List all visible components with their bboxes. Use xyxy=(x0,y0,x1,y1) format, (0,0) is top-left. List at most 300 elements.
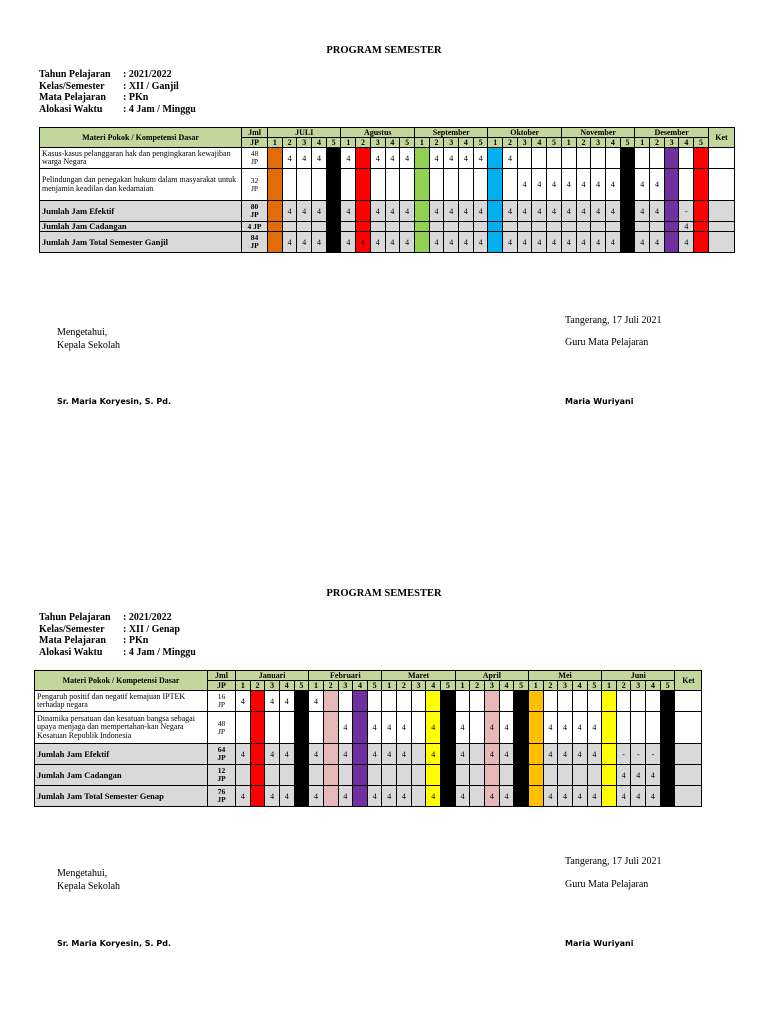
week-number: 5 xyxy=(514,681,529,691)
week-cell xyxy=(265,712,280,744)
week-cell xyxy=(616,712,631,744)
week-cell: 4 xyxy=(367,744,382,765)
week-cell: 4 xyxy=(547,232,562,253)
week-number: 5 xyxy=(326,138,341,148)
week-cell xyxy=(353,744,368,765)
week-cell xyxy=(470,765,485,786)
week-cell xyxy=(620,232,635,253)
week-cell xyxy=(341,169,356,201)
week-cell: 4 xyxy=(485,712,500,744)
week-cell xyxy=(400,169,415,201)
week-cell: 4 xyxy=(499,744,514,765)
week-cell xyxy=(441,712,456,744)
week-cell xyxy=(268,222,283,232)
table-row xyxy=(40,201,735,222)
week-cell xyxy=(294,786,309,807)
week-number: 5 xyxy=(660,681,675,691)
week-number: 4 xyxy=(679,138,694,148)
week-cell xyxy=(236,765,251,786)
week-cell: 4 xyxy=(385,148,400,169)
week-number: 3 xyxy=(370,138,385,148)
principal-name-ganjil: Sr. Maria Koryesin, S. Pd. xyxy=(57,397,171,406)
info-value: : 4 Jam / Minggu xyxy=(123,103,196,115)
month-header: November xyxy=(561,128,635,138)
principal-title: Kepala Sekolah xyxy=(57,339,121,351)
week-cell: 4 xyxy=(532,201,547,222)
jml-cell: 48 JP xyxy=(242,148,268,169)
week-number: 2 xyxy=(650,138,665,148)
month-header: Juni xyxy=(602,671,675,681)
week-cell: 4 xyxy=(635,232,650,253)
week-cell: 4 xyxy=(444,201,459,222)
week-cell: 4 xyxy=(631,786,646,807)
week-number: 3 xyxy=(517,138,532,148)
week-cell: 4 xyxy=(455,712,470,744)
week-cell xyxy=(470,712,485,744)
week-number: 4 xyxy=(499,681,514,691)
month-header: JULI xyxy=(268,128,341,138)
week-cell: 4 xyxy=(265,691,280,712)
week-cell xyxy=(426,691,441,712)
week-cell: 4 xyxy=(282,232,297,253)
week-number: 1 xyxy=(602,681,617,691)
week-cell xyxy=(312,222,327,232)
week-number: 4 xyxy=(605,138,620,148)
week-cell: 4 xyxy=(367,786,382,807)
week-number: 5 xyxy=(547,138,562,148)
week-cell xyxy=(382,765,397,786)
week-cell xyxy=(602,765,617,786)
week-cell xyxy=(470,744,485,765)
week-cell xyxy=(414,201,429,222)
week-number: 2 xyxy=(543,681,558,691)
info-value: : PKn xyxy=(123,635,149,646)
week-cell xyxy=(660,691,675,712)
week-cell xyxy=(694,148,709,169)
week-number: 2 xyxy=(503,138,518,148)
week-cell xyxy=(473,169,488,201)
week-cell: 4 xyxy=(370,232,385,253)
week-number: 4 xyxy=(572,681,587,691)
info-row xyxy=(39,624,196,636)
materi-cell: Jumlah Jam Cadangan xyxy=(35,765,208,786)
week-cell xyxy=(664,232,679,253)
materi-cell: Kasus-kasus pelanggaran hak dan pengingkaran kewajiban warga Negara xyxy=(40,148,242,169)
materi-cell: Pelindungan dan penegakan hukum dalam masyarakat untuk menjamin keadilan dan kedamaian xyxy=(40,169,242,201)
week-cell: 4 xyxy=(499,786,514,807)
week-cell xyxy=(602,744,617,765)
week-cell xyxy=(620,201,635,222)
week-cell: 4 xyxy=(341,232,356,253)
month-header: Januari xyxy=(236,671,309,681)
header-materi: Materi Pokok / Kompetensi Dasar xyxy=(40,128,242,148)
week-number: 3 xyxy=(411,681,426,691)
month-header: April xyxy=(455,671,528,681)
ket-cell xyxy=(708,148,734,169)
week-cell: 4 xyxy=(561,232,576,253)
info-block-ganjil xyxy=(39,69,196,115)
week-cell xyxy=(338,691,353,712)
acknowledge-line: Mengetahui, xyxy=(57,868,108,879)
week-cell: 4 xyxy=(587,786,602,807)
week-cell: 4 xyxy=(426,712,441,744)
week-cell xyxy=(429,222,444,232)
week-cell: - xyxy=(679,201,694,222)
materi-cell: Pengaruh positif dan negatif kemajuan IPTEK terhadap negara xyxy=(35,691,208,712)
ket-cell xyxy=(675,712,702,744)
month-header: Mei xyxy=(528,671,601,681)
week-cell: 4 xyxy=(459,201,474,222)
week-cell xyxy=(397,765,412,786)
week-number: 3 xyxy=(444,138,459,148)
week-number: 4 xyxy=(426,681,441,691)
materi-cell: Dinamika persatuan dan kesatuan bangsa sebagai upaya menjaga dan mempertahan-kan Negara Kesatuan Republik Indonesia xyxy=(35,712,208,744)
week-cell xyxy=(414,169,429,201)
week-cell xyxy=(620,148,635,169)
jml-cell: 32 JP xyxy=(242,169,268,201)
week-cell: 4 xyxy=(558,786,573,807)
week-cell xyxy=(646,712,661,744)
week-cell: 4 xyxy=(297,148,312,169)
week-cell: 4 xyxy=(400,232,415,253)
week-cell xyxy=(323,765,338,786)
week-number: 3 xyxy=(664,138,679,148)
week-cell xyxy=(558,691,573,712)
week-cell xyxy=(250,786,265,807)
week-cell: 4 xyxy=(547,169,562,201)
week-cell xyxy=(236,712,251,744)
info-row xyxy=(39,69,196,81)
week-cell: 4 xyxy=(385,201,400,222)
week-cell: 4 xyxy=(543,744,558,765)
week-cell xyxy=(664,201,679,222)
week-cell: 4 xyxy=(572,786,587,807)
week-cell xyxy=(400,222,415,232)
header-materi: Materi Pokok / Kompetensi Dasar xyxy=(35,671,208,691)
week-cell: 4 xyxy=(646,765,661,786)
week-number: 2 xyxy=(429,138,444,148)
week-cell xyxy=(517,222,532,232)
week-cell xyxy=(635,222,650,232)
week-cell xyxy=(294,691,309,712)
week-cell: 4 xyxy=(473,232,488,253)
week-cell: 4 xyxy=(309,786,324,807)
week-cell: 4 xyxy=(312,201,327,222)
week-number: 2 xyxy=(250,681,265,691)
week-cell xyxy=(385,169,400,201)
week-cell xyxy=(279,712,294,744)
week-number: 1 xyxy=(488,138,503,148)
week-cell: 4 xyxy=(473,201,488,222)
week-cell: 4 xyxy=(650,201,665,222)
info-value: : PKn xyxy=(123,92,149,103)
week-cell xyxy=(488,222,503,232)
week-cell xyxy=(309,765,324,786)
month-header: Februari xyxy=(309,671,382,681)
week-cell: 4 xyxy=(558,712,573,744)
week-cell: 4 xyxy=(397,744,412,765)
week-cell xyxy=(441,765,456,786)
page-title-ganjil: PROGRAM SEMESTER xyxy=(326,45,442,56)
acknowledge-label-ganjil xyxy=(57,327,120,352)
week-cell xyxy=(411,765,426,786)
ket-cell xyxy=(708,169,734,201)
info-row xyxy=(39,104,196,116)
week-cell: 4 xyxy=(279,744,294,765)
week-cell xyxy=(679,169,694,201)
week-cell xyxy=(294,744,309,765)
jml-cell: 4 JP xyxy=(242,222,268,232)
ket-cell xyxy=(708,222,734,232)
week-number: 4 xyxy=(532,138,547,148)
week-cell xyxy=(250,765,265,786)
week-number: 5 xyxy=(367,681,382,691)
header-jp: JP xyxy=(208,681,236,691)
week-cell: 4 xyxy=(370,148,385,169)
week-cell xyxy=(282,222,297,232)
week-cell: 4 xyxy=(429,201,444,222)
info-label: Alokasi Waktu xyxy=(39,103,103,115)
materi-cell: Jumlah Jam Total Semester Ganjil xyxy=(40,232,242,253)
week-cell: 4 xyxy=(279,691,294,712)
jml-cell: 64 JP xyxy=(208,744,236,765)
week-cell: 4 xyxy=(282,201,297,222)
week-cell xyxy=(429,169,444,201)
week-cell: 4 xyxy=(367,712,382,744)
week-cell xyxy=(620,222,635,232)
week-cell xyxy=(488,232,503,253)
week-number: 2 xyxy=(616,681,631,691)
info-value: : 4 Jam / Minggu xyxy=(123,646,196,658)
week-cell xyxy=(514,744,529,765)
week-cell: 4 xyxy=(429,232,444,253)
week-cell: 4 xyxy=(338,712,353,744)
week-cell: - xyxy=(631,744,646,765)
week-cell xyxy=(631,691,646,712)
week-cell: 4 xyxy=(503,148,518,169)
week-cell xyxy=(485,765,500,786)
week-cell: 4 xyxy=(587,744,602,765)
week-number: 3 xyxy=(338,681,353,691)
week-number: 3 xyxy=(558,681,573,691)
week-cell xyxy=(426,765,441,786)
week-cell xyxy=(499,765,514,786)
week-cell xyxy=(543,765,558,786)
week-number: 3 xyxy=(485,681,500,691)
week-cell xyxy=(367,691,382,712)
week-cell xyxy=(558,765,573,786)
week-number: 1 xyxy=(455,681,470,691)
week-cell xyxy=(414,222,429,232)
week-number: 5 xyxy=(620,138,635,148)
week-cell xyxy=(576,148,591,169)
month-header: September xyxy=(414,128,487,138)
week-cell xyxy=(268,201,283,222)
week-cell xyxy=(326,169,341,201)
week-cell: 4 xyxy=(459,148,474,169)
week-cell xyxy=(650,222,665,232)
week-cell: 4 xyxy=(646,786,661,807)
week-cell xyxy=(356,201,371,222)
week-cell: 4 xyxy=(297,232,312,253)
week-cell xyxy=(297,222,312,232)
week-cell: 4 xyxy=(532,169,547,201)
week-cell xyxy=(455,765,470,786)
week-cell: 4 xyxy=(576,201,591,222)
week-cell xyxy=(353,691,368,712)
week-cell: 4 xyxy=(572,744,587,765)
week-cell: 4 xyxy=(485,744,500,765)
header-ket: Ket xyxy=(708,128,734,148)
week-cell xyxy=(660,744,675,765)
week-cell xyxy=(312,169,327,201)
week-cell xyxy=(635,148,650,169)
week-cell xyxy=(528,786,543,807)
info-value: : 2021/2022 xyxy=(123,69,172,80)
week-number: 2 xyxy=(470,681,485,691)
week-cell: 4 xyxy=(341,201,356,222)
principal-name-genap: Sr. Maria Koryesin, S. Pd. xyxy=(57,939,171,948)
table-row xyxy=(40,222,735,232)
page-title-genap: PROGRAM SEMESTER xyxy=(326,588,442,599)
week-cell xyxy=(660,786,675,807)
info-label: Kelas/Semester xyxy=(39,623,105,635)
week-cell: 4 xyxy=(356,232,371,253)
week-cell: 4 xyxy=(532,232,547,253)
ket-cell xyxy=(708,232,734,253)
week-cell xyxy=(485,691,500,712)
week-cell: 4 xyxy=(309,691,324,712)
week-cell xyxy=(411,691,426,712)
jml-cell: 80 JP xyxy=(242,201,268,222)
month-header: Oktober xyxy=(488,128,561,138)
week-number: 3 xyxy=(631,681,646,691)
week-cell xyxy=(441,786,456,807)
week-number: 1 xyxy=(561,138,576,148)
week-cell: 4 xyxy=(558,744,573,765)
month-header: Desember xyxy=(635,128,709,138)
materi-cell: Jumlah Jam Efektif xyxy=(40,201,242,222)
week-cell: 4 xyxy=(547,201,562,222)
week-cell xyxy=(323,712,338,744)
week-cell xyxy=(503,169,518,201)
ket-cell xyxy=(708,201,734,222)
week-cell: 4 xyxy=(338,744,353,765)
week-cell: 4 xyxy=(297,201,312,222)
week-cell xyxy=(353,786,368,807)
week-cell: 4 xyxy=(485,786,500,807)
info-label: Tahun Pelajaran xyxy=(39,612,111,623)
week-cell: 4 xyxy=(426,786,441,807)
week-cell xyxy=(268,232,283,253)
week-cell xyxy=(459,222,474,232)
week-cell xyxy=(514,691,529,712)
week-cell xyxy=(499,691,514,712)
week-cell xyxy=(411,744,426,765)
week-cell xyxy=(572,765,587,786)
week-number: 4 xyxy=(312,138,327,148)
week-cell xyxy=(326,201,341,222)
week-cell xyxy=(532,222,547,232)
materi-cell: Jumlah Jam Efektif xyxy=(35,744,208,765)
week-cell xyxy=(297,169,312,201)
week-number: 4 xyxy=(646,681,661,691)
week-cell: 4 xyxy=(236,691,251,712)
week-cell xyxy=(323,786,338,807)
week-cell: 4 xyxy=(543,712,558,744)
week-number: 4 xyxy=(353,681,368,691)
week-number: 1 xyxy=(635,138,650,148)
jml-cell: 16 JP xyxy=(208,691,236,712)
week-cell xyxy=(370,169,385,201)
week-cell xyxy=(473,222,488,232)
week-cell: 4 xyxy=(429,148,444,169)
week-cell xyxy=(411,712,426,744)
week-cell xyxy=(616,691,631,712)
week-cell xyxy=(587,691,602,712)
week-number: 1 xyxy=(382,681,397,691)
week-cell xyxy=(470,786,485,807)
week-cell: 4 xyxy=(572,712,587,744)
info-label: Alokasi Waktu xyxy=(39,646,103,658)
week-cell: 4 xyxy=(382,786,397,807)
week-cell: 4 xyxy=(517,201,532,222)
week-cell xyxy=(382,691,397,712)
week-cell xyxy=(282,169,297,201)
week-cell xyxy=(353,765,368,786)
week-cell: 4 xyxy=(591,169,606,201)
week-cell xyxy=(411,786,426,807)
table-row xyxy=(35,712,702,744)
table-row xyxy=(35,765,702,786)
header-jml: Jml xyxy=(208,671,236,681)
week-cell: 4 xyxy=(341,148,356,169)
week-cell xyxy=(326,148,341,169)
week-number: 5 xyxy=(587,681,602,691)
week-cell xyxy=(660,712,675,744)
week-cell: 4 xyxy=(397,786,412,807)
week-cell xyxy=(385,222,400,232)
week-cell xyxy=(694,222,709,232)
week-cell: 4 xyxy=(397,712,412,744)
week-cell: 4 xyxy=(616,786,631,807)
week-cell xyxy=(561,148,576,169)
week-cell xyxy=(650,148,665,169)
place-date-ganjil: Tangerang, 17 Juli 2021 xyxy=(565,315,662,326)
week-cell: 4 xyxy=(587,712,602,744)
month-header: Maret xyxy=(382,671,455,681)
week-cell xyxy=(444,169,459,201)
week-cell: 4 xyxy=(605,201,620,222)
week-number: 5 xyxy=(694,138,709,148)
table-row xyxy=(35,786,702,807)
table-row xyxy=(40,148,735,169)
teacher-title-genap: Guru Mata Pelajaran xyxy=(565,879,649,890)
week-cell: 4 xyxy=(400,201,415,222)
schedule-table-genap xyxy=(34,670,702,807)
week-cell xyxy=(528,765,543,786)
schedule-table-ganjil xyxy=(39,127,735,253)
week-cell xyxy=(309,712,324,744)
info-value: : 2021/2022 xyxy=(123,612,172,623)
week-cell xyxy=(620,169,635,201)
info-row xyxy=(39,647,196,659)
week-cell xyxy=(326,222,341,232)
materi-cell: Jumlah Jam Cadangan xyxy=(40,222,242,232)
month-header: Agustus xyxy=(341,128,415,138)
week-cell xyxy=(367,765,382,786)
week-cell xyxy=(605,222,620,232)
